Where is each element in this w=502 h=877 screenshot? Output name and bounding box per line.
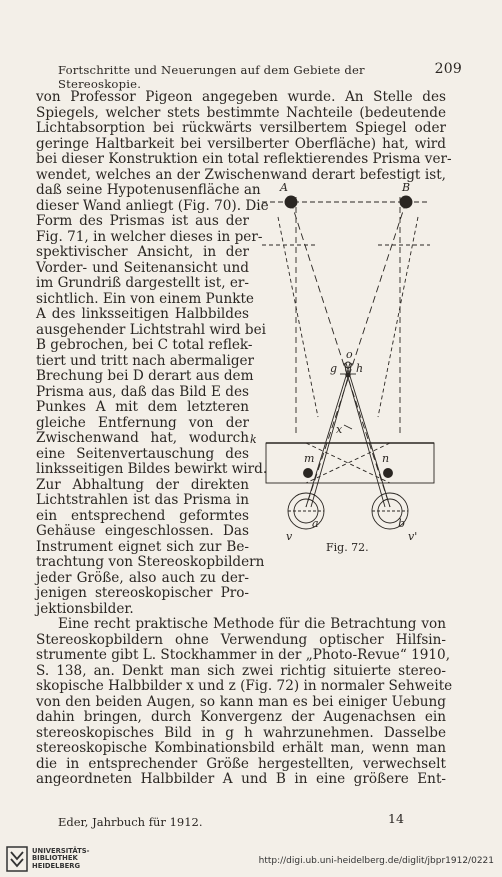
- text-line: dahin bringen, durch Konvergenz der Augenachsen ein: [36, 709, 446, 725]
- point-gh-marker: [346, 373, 350, 377]
- axis-line: [306, 363, 350, 507]
- text-line: Brechung bei D derart aus dem: [36, 368, 254, 384]
- figure-caption: Fig. 72.: [326, 541, 369, 554]
- text-line: wendet, welches an der Zwischenwand derart befestigt ist,: [36, 166, 446, 183]
- text-line: stereoskopische Kombinationsbild erhält man, wenn man: [36, 740, 446, 756]
- label-b-small: b: [398, 517, 406, 530]
- text-line: tiert und tritt nach abermaliger: [36, 352, 255, 369]
- sight-line: [306, 202, 406, 507]
- source-url[interactable]: http://digi.ub.uni-heidelberg.de/diglit/jbpr1912/0221: [258, 856, 494, 866]
- text-line: Instrument eignet sich zur Be-: [36, 538, 249, 555]
- text-line: Fig. 71, in welcher dieses in per-: [36, 228, 263, 245]
- label-b: B: [402, 181, 411, 194]
- text-line: von Professor Pigeon angegeben wurde. An Stelle des: [36, 89, 446, 105]
- footer-journal: Eder, Jahrbuch für 1912.: [58, 815, 203, 829]
- library-logo: [6, 846, 116, 874]
- text-line: die in entsprechender Größe hergestellten, verwechselt: [36, 755, 446, 772]
- axis-line: [346, 363, 390, 507]
- text-line: geringe Haltbarkeit bei versilberter Oberfläche) hat, wird: [36, 135, 446, 152]
- label-g: g: [330, 362, 338, 375]
- sight-line: [278, 217, 318, 417]
- label-v-prime: v': [408, 530, 418, 543]
- text-line: Vorder- und Seitenansicht und: [36, 259, 249, 276]
- label-k: k: [250, 433, 257, 446]
- text-line: daß seine Hypotenusenfläche an: [36, 182, 261, 198]
- stereoscope-diagram: [248, 177, 440, 543]
- text-line: trachtung von Stereoskopbildern: [36, 554, 265, 570]
- text-line: dieser Wand anliegt (Fig. 70). Die: [36, 197, 269, 214]
- text-line: Stereoskopbildern ohne Verwendung optischer Hilfsin-: [36, 631, 446, 648]
- text-line: jeder Größe, also auch zu der-: [36, 569, 249, 586]
- text-line: strumente gibt L. Stockhammer in der „Photo-Revue“ 1910,: [36, 647, 451, 663]
- text-line: bei dieser Konstruktion ein total reflektierendes Prisma ver-: [36, 151, 452, 167]
- text-line: Lichtabsorption bei rückwärts versilbertem Spiegel oder: [36, 120, 446, 136]
- text-line: ein entsprechend geformtes: [36, 507, 249, 524]
- footer-signature: 14: [388, 811, 404, 826]
- axis-line: [344, 363, 385, 507]
- text-line: Form des Prismas ist aus der: [36, 213, 249, 229]
- label-a: A: [280, 181, 288, 194]
- axis-line: [311, 363, 352, 507]
- library-name-line: HEIDELBERG: [32, 861, 81, 870]
- text-line: Lichtstrahlen ist das Prisma in: [36, 492, 249, 508]
- figure-72: [248, 177, 440, 543]
- text-line: jektionsbilder.: [36, 600, 134, 617]
- label-n: n: [382, 452, 390, 465]
- label-m: m: [304, 452, 315, 465]
- sight-line: [378, 217, 418, 417]
- text-line: Punkes A mit dem letzteren: [36, 399, 249, 415]
- running-header: [58, 61, 462, 91]
- text-line: Eine recht praktische Methode für die Betrachtung von: [58, 616, 446, 632]
- text-line: Spiegels, welcher stets bestimmte Nachteile (bedeutende: [36, 104, 446, 121]
- text-line: sichtlich. Ein von einem Punkte: [36, 290, 254, 307]
- text-line: A des linksseitigen Halbbildes: [36, 306, 249, 322]
- text-line: S. 138, an. Denkt man sich zwei richtig situierte stereo-: [36, 662, 446, 679]
- text-line: ausgehender Lichtstrahl wird bei: [36, 321, 266, 338]
- text-line: eine Seitenvertauschung des: [36, 445, 249, 462]
- text-line: spektivischer Ansicht, in der: [36, 244, 249, 260]
- text-line: jenigen stereoskopischer Pro-: [36, 585, 249, 601]
- text-line: stereoskopisches Bild in g h wahrzunehmen. Dasselbe: [36, 724, 446, 741]
- text-line: von den beiden Augen, so kann man es bei einiger Uebung: [36, 693, 446, 710]
- running-title: Fortschritte und Neuerungen auf dem Gebiete der Stereoskopie.: [58, 63, 365, 91]
- x-mark: [344, 425, 352, 429]
- lens-m-marker: [304, 469, 313, 478]
- page-number: 209: [434, 61, 462, 77]
- text-line: gleiche Entfernung von der: [36, 414, 249, 431]
- text-line: Zwischenwand hat, wodurch: [36, 430, 249, 446]
- partition-box: [266, 443, 434, 483]
- text-line: im Grundriß dargestellt ist, er-: [36, 275, 249, 291]
- text-line: Zur Abhaltung der direkten: [36, 476, 249, 493]
- lens-n-marker: [384, 469, 393, 478]
- label-x: x: [336, 423, 343, 436]
- point-o-marker: [345, 362, 351, 368]
- text-line: angeordneten Halbbilder A und B in eine größere Ent-: [36, 771, 446, 787]
- text-line: Gehäuse eingeschlossen. Das: [36, 523, 249, 539]
- library-seal-icon: [6, 846, 28, 872]
- label-v: v: [286, 530, 293, 543]
- text-line: B gebrochen, bei C total reflek-: [36, 337, 253, 353]
- text-line: skopische Halbbilder x und z (Fig. 72) in normaler Sehweite: [36, 678, 453, 694]
- text-line: Prisma aus, daß das Bild E des: [36, 383, 249, 400]
- label-h: h: [356, 362, 364, 375]
- label-o: o: [346, 348, 353, 361]
- library-name-line: UNIVERSITÄTS-: [32, 847, 90, 855]
- text-line: linksseitigen Bildes bewirkt wird.: [36, 461, 268, 477]
- label-a-small: a: [312, 517, 319, 530]
- library-name-line: BIBLIOTHEK: [32, 854, 78, 863]
